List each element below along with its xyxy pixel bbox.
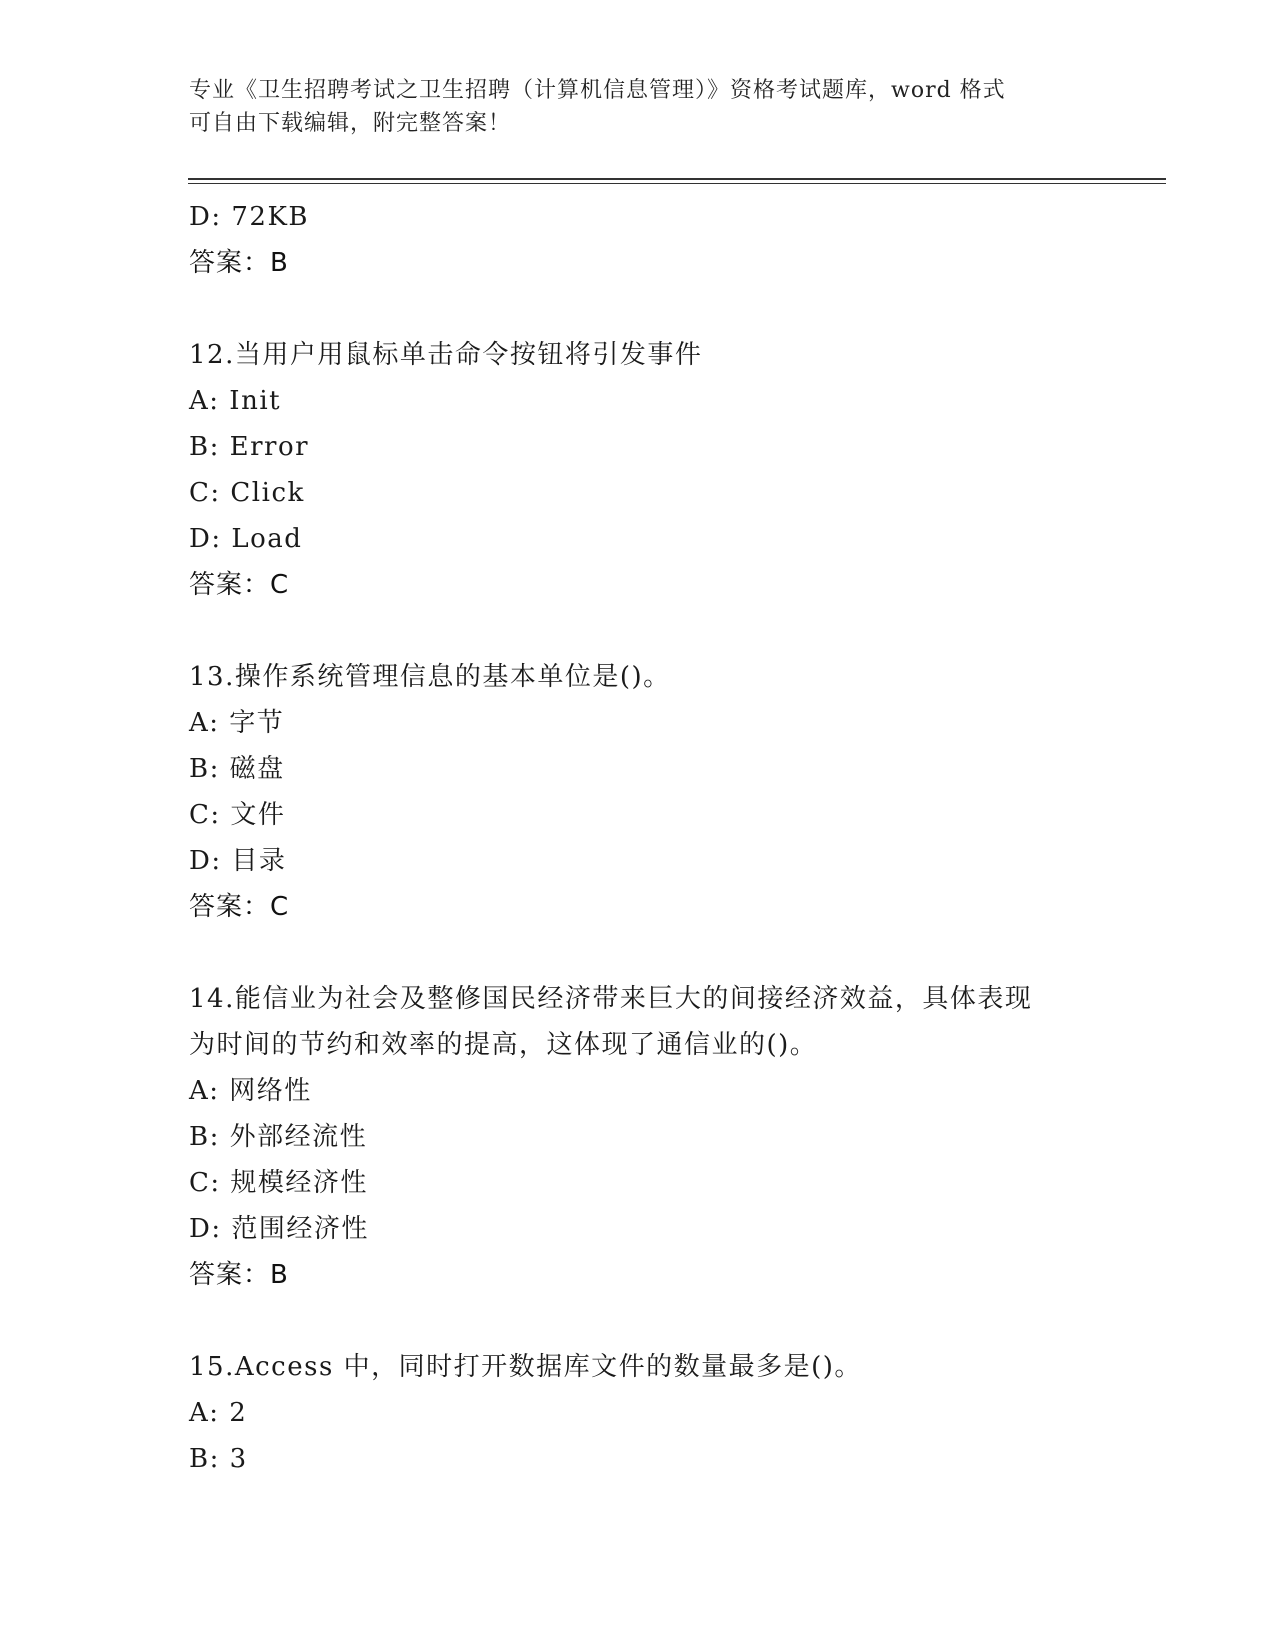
option-d: D: 范围经济性 [189, 1214, 369, 1244]
question-11-tail [189, 194, 1089, 286]
option-d: D: 目录 [189, 846, 287, 876]
question-stem: 15.Access 中，同时打开数据库文件的数量最多是()。 [189, 1352, 862, 1382]
document-header [189, 74, 1089, 140]
option-b: B: Error [189, 432, 310, 462]
header-divider [188, 178, 1166, 184]
answer-label: 答案：C [189, 892, 290, 922]
header-line-1: 专业《卫生招聘考试之卫生招聘（计算机信息管理）》资格考试题库，word 格式 [189, 78, 1006, 103]
answer-label: 答案：B [189, 248, 289, 278]
option-c: C: 规模经济性 [189, 1168, 368, 1198]
option-a: A: Init [189, 386, 282, 416]
question-14 [189, 976, 1089, 1298]
option-b: B: 外部经流性 [189, 1122, 368, 1152]
question-stem: 12.当用户用鼠标单击命令按钮将引发事件 [189, 340, 703, 370]
question-stem: 13.操作系统管理信息的基本单位是()。 [189, 662, 671, 692]
header-line-2: 可自由下载编辑，附完整答案！ [189, 111, 512, 136]
question-15 [189, 1344, 1089, 1482]
option-d: D: Load [189, 524, 303, 554]
spacer [189, 1298, 1089, 1344]
spacer [189, 608, 1089, 654]
question-12 [189, 332, 1089, 608]
option-d: D: 72KB [189, 202, 309, 232]
option-a: A: 2 [189, 1398, 248, 1428]
spacer [189, 286, 1089, 332]
answer-label: 答案：C [189, 570, 290, 600]
option-b: B: 磁盘 [189, 754, 285, 784]
option-a: A: 网络性 [189, 1076, 312, 1106]
answer-label: 答案：B [189, 1260, 289, 1290]
spacer [189, 930, 1089, 976]
option-a: A: 字节 [189, 708, 285, 738]
question-stem-line-2: 为时间的节约和效率的提高，这体现了通信业的()。 [189, 1030, 818, 1060]
question-stem-line-1: 14.能信业为社会及整修国民经济带来巨大的间接经济效益，具体表现 [189, 984, 1033, 1014]
question-list [189, 194, 1089, 1482]
question-13 [189, 654, 1089, 930]
option-c: C: 文件 [189, 800, 286, 830]
option-b: B: 3 [189, 1444, 248, 1474]
option-c: C: Click [189, 478, 305, 508]
